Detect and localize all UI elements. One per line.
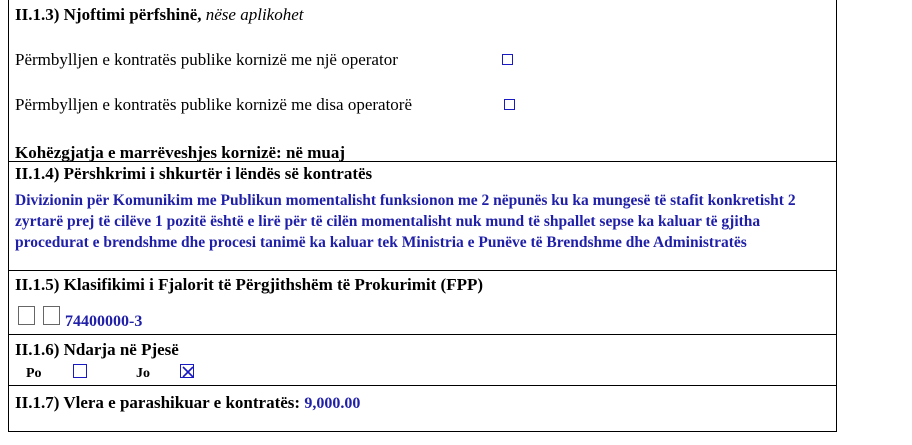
section-heading-ii-1-6: II.1.6) Ndarja në Pjesë: [15, 340, 179, 359]
heading-note: nëse aplikohet: [205, 5, 304, 24]
cpv-empty-box: [18, 306, 35, 325]
lots-no-label: Jo: [136, 366, 150, 381]
check-x-icon: [181, 365, 195, 379]
section-heading-ii-1-5: II.1.5) Klasifikimi i Fjalorit të Përgjithshëm të Prokurimit (FPP): [15, 275, 484, 294]
lots-no-checkbox-checked[interactable]: [180, 364, 194, 378]
option-multiple-operators-label: Përmbylljen e kontratës publike kornizë me disa operatorë: [15, 95, 413, 114]
estimated-value-label: II.1.7) Vlera e parashikuar e kontratës:: [15, 393, 301, 412]
divider: [9, 270, 836, 271]
option-single-operator-label: Përmbylljen e kontratës publike kornizë me një operator: [15, 50, 398, 69]
cpv-empty-box: [43, 306, 60, 325]
contract-description: Divizionin për Komunikim me Publikun momentalisht funksionon me 2 nëpunës ku ka mungesë të stafit konkretisht 2 zyrtarë prej të cilëve 1 pozitë është e lirë për të cilën momentalisht nuk mund të shpallet sepse ka kaluar të gjitha procedurat e brendshme dhe procesi tanimë ka kaluar tek Ministria e Punëve të Brendshme dhe Administratës: [15, 192, 796, 251]
divider: [9, 385, 836, 386]
estimated-value: 9,000.00: [304, 395, 361, 412]
divider: [9, 334, 836, 335]
lots-yes-checkbox[interactable]: [73, 364, 87, 378]
form-frame: [8, 0, 837, 432]
framework-duration-label: Kohëzgjatja e marrëveshjes kornizë: në muaj: [15, 143, 345, 162]
section-heading-ii-1-7: [15, 393, 360, 414]
divider: [9, 161, 836, 162]
section-heading-ii-1-3: [15, 5, 303, 25]
heading-text: II.1.3) Njoftimi përfshinë,: [15, 5, 202, 24]
cpv-code: 74400000-3: [65, 313, 143, 330]
option-multiple-operators-checkbox[interactable]: [504, 99, 515, 110]
lots-yes-label: Po: [26, 366, 42, 381]
option-single-operator-checkbox[interactable]: [502, 54, 513, 65]
section-heading-ii-1-4: II.1.4) Përshkrimi i shkurtër i lëndës së kontratës: [15, 164, 373, 183]
